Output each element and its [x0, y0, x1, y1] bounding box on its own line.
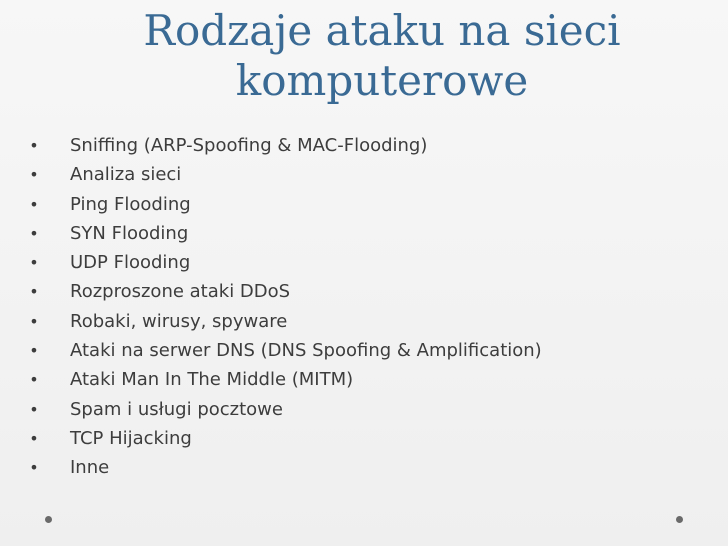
- bullet-text: Inne: [70, 457, 110, 479]
- bullet-icon: •: [29, 223, 39, 243]
- bullet-item: [28, 307, 542, 336]
- slide-title-line-1: Rodzaje ataku na sieci: [143, 6, 621, 55]
- bullet-text: Rozproszone ataki DDoS: [70, 281, 291, 303]
- bullet-icon: •: [29, 370, 39, 390]
- bullet-text: Robaki, wirusy, spyware: [70, 310, 288, 332]
- footer-dot-left-icon: [45, 516, 52, 523]
- bullet-icon: •: [29, 136, 39, 155]
- bullet-text: SYN Flooding: [70, 222, 189, 244]
- bullet-text: Ataki na serwer DNS (DNS Spoofing & Amplification): [70, 340, 542, 362]
- bullet-text: Ataki Man In The Middle (MITM): [70, 369, 354, 391]
- bullet-item: [28, 190, 542, 219]
- bullet-icon: •: [29, 194, 39, 214]
- bullet-icon: •: [29, 458, 39, 478]
- bullet-icon: •: [29, 253, 39, 273]
- slide-title-line-2: komputerowe: [235, 56, 529, 105]
- bullet-item: [28, 219, 542, 248]
- bullet-item: [28, 248, 542, 277]
- bullet-text: UDP Flooding: [70, 252, 191, 274]
- bullet-item: [28, 131, 542, 160]
- bullet-icon: •: [29, 428, 39, 448]
- bullet-item: [28, 336, 542, 365]
- bullet-item: [28, 424, 542, 453]
- bullet-icon: •: [29, 399, 39, 419]
- bullet-item: [28, 453, 542, 482]
- footer-dot-right-icon: [676, 516, 683, 523]
- slide-title: [62, 6, 702, 106]
- bullet-text: Spam i usługi pocztowe: [70, 398, 283, 420]
- bullet-item: [28, 395, 542, 424]
- bullet-text: Ping Flooding: [70, 193, 191, 215]
- bullet-text: Sniffing (ARP-Spoofing & MAC-Flooding): [70, 135, 428, 156]
- bullet-list: [28, 131, 542, 483]
- bullet-text: TCP Hijacking: [70, 427, 192, 449]
- bullet-icon: •: [29, 165, 39, 185]
- bullet-item: [28, 277, 542, 306]
- bullet-item: [28, 365, 542, 394]
- bullet-item: [28, 160, 542, 189]
- bullet-icon: •: [29, 282, 39, 302]
- bullet-icon: •: [29, 311, 39, 331]
- bullet-text: Analiza sieci: [70, 164, 182, 186]
- bullet-icon: •: [29, 341, 39, 361]
